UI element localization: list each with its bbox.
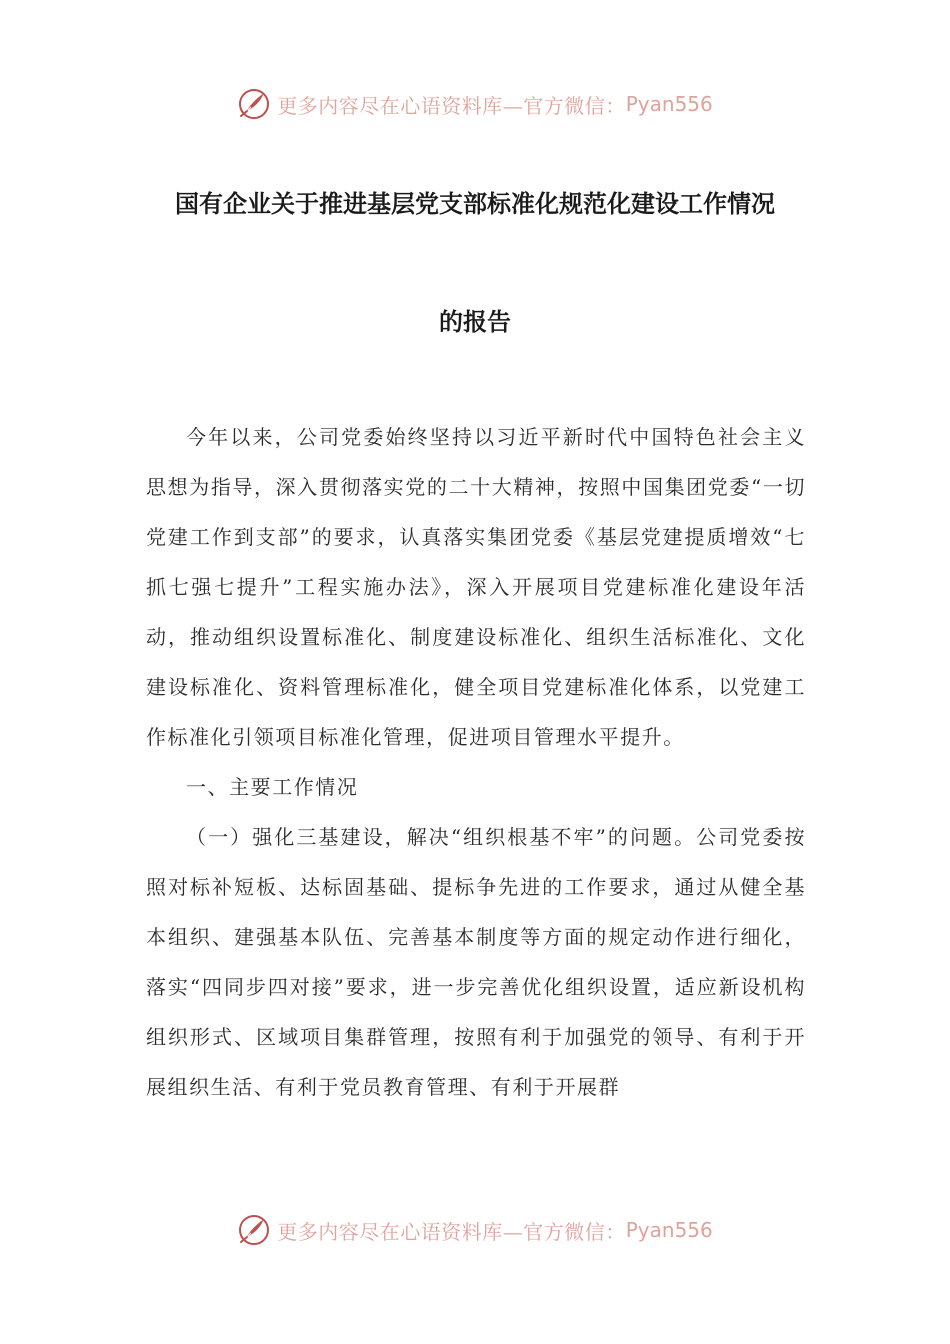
document-title-line-1: 国有企业关于推进基层党支部标准化规范化建设工作情况 (175, 190, 775, 218)
watermark-wechat-id: Pyan556 (625, 1218, 713, 1242)
paragraph-intro: 今年以来，公司党委始终坚持以习近平新时代中国特色社会主义思想为指导，深入贯彻落实党的二十大精神，按照中国集团党委“一切党建工作到支部”的要求，认真落实集团党委《基层党建提质增效“七抓七强七提升”工程实施办法》，深入开展项目党建标准化建设年活动，推动组织设置标准化、制度建设标准化、组织生活标准化、文化建设标准化、资料管理标准化，健全项目党建标准化体系，以党建工作标准化引领项目标准化管理，促进项目管理水平提升。 (146, 425, 806, 749)
watermark-banner-top (0, 84, 950, 124)
watermark-text: 更多内容尽在心语资料库—官方微信： (277, 93, 626, 118)
watermark-text: 更多内容尽在心语资料库—官方微信： (277, 1219, 626, 1244)
watermark-wechat-id: Pyan556 (625, 92, 713, 116)
paragraph-section-1: （一）强化三基建设，解决“组织根基不牢”的问题。公司党委按照对标补短板、达标固基础、提标争先进的工作要求，通过从健全基本组织、建强基本队伍、完善基本制度等方面的规定动作进行细化，落实“四同步四对接”要求，进一步完善优化组织设置，适应新设机构组织形式、区域项目集群管理，按照有利于加强党的领导、有利于开展组织生活、有利于党员教育管理、有利于开展群 (146, 825, 806, 1099)
quill-pen-icon (237, 1213, 271, 1247)
document-title-line-2: 的报告 (439, 308, 511, 336)
watermark-banner-bottom (0, 1210, 950, 1250)
section-heading-main-work: 一、主要工作情况 (186, 775, 359, 799)
document-body (146, 412, 806, 1112)
quill-pen-icon (237, 87, 271, 121)
